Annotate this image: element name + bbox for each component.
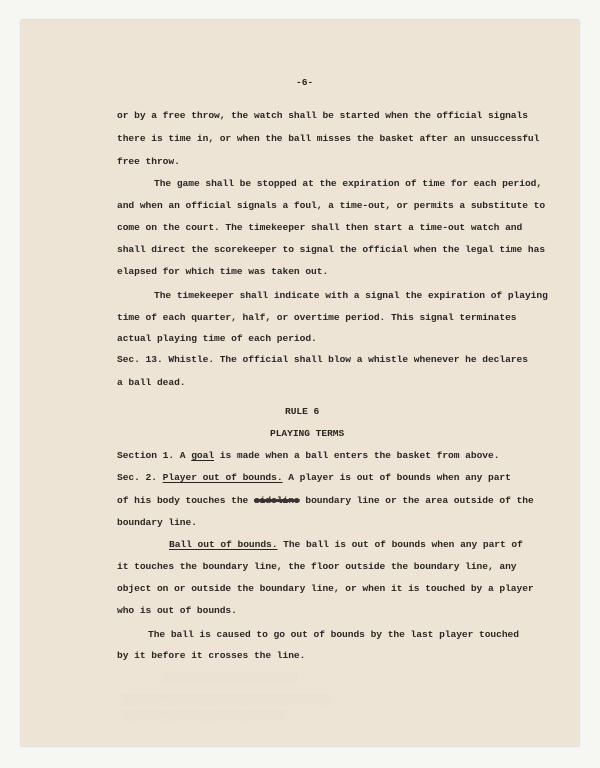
text-line: and when an official signals a foul, a time-out, or permits a substitute to	[117, 200, 546, 211]
show-through-smudge: ░░░░░░░░░░░░░░░░░░░░░░░░	[161, 672, 298, 683]
text-fragment: of his body touches the	[117, 495, 254, 506]
ball-out-rest: The ball is out of bounds when any part of	[277, 539, 523, 550]
section-2-line-2	[117, 495, 534, 507]
text-line: object on or outside the boundary line, or when it is touched by a player	[117, 583, 534, 594]
section-1-line	[117, 450, 499, 462]
rule-title: RULE 6	[285, 406, 320, 417]
text-line: boundary line.	[117, 517, 197, 528]
text-fragment: boundary line or the area outside of the	[299, 495, 534, 506]
ball-out-line	[169, 539, 523, 551]
text-line: time of each quarter, half, or overtime period. This signal terminates	[117, 312, 517, 323]
show-through-smudge: ░░░░░░░░░░░░░░░░░░░░░░░░░░░░░	[121, 710, 287, 721]
section-2-prefix: Sec. 2.	[117, 472, 163, 483]
struck-word: sideline	[253, 495, 300, 506]
page-number: -6-	[296, 77, 314, 88]
text-line: The ball is caused to go out of bounds by the last player touched	[148, 629, 519, 640]
text-line: come on the court. The timekeeper shall then start a time-out watch and	[117, 222, 523, 233]
text-line: The game shall be stopped at the expiration of time for each period,	[154, 178, 543, 189]
show-through-smudge: ░░░░░░░░░░░░░░░░░░░░░░░░░░░░░░░░░░░░░	[121, 694, 333, 705]
paper-sheet	[21, 20, 579, 746]
text-line: actual playing time of each period.	[117, 333, 317, 344]
text-line: elapsed for which time was taken out.	[117, 266, 329, 277]
text-line: it touches the boundary line, the floor outside the boundary line, any	[117, 561, 517, 572]
typed-document	[21, 20, 579, 746]
text-line: by it before it crosses the line.	[117, 650, 306, 661]
section-2-line	[117, 472, 511, 484]
text-line: Sec. 13. Whistle. The official shall blow a whistle whenever he declares	[117, 354, 528, 365]
text-line: there is time in, or when the ball misses the basket after an unsuccessful	[117, 133, 540, 144]
text-line: who is out of bounds.	[117, 605, 237, 616]
text-line: The timekeeper shall indicate with a signal the expiration of playing	[154, 290, 548, 301]
text-line: or by a free throw, the watch shall be started when the official signals	[117, 110, 528, 121]
section-1-prefix: Section 1. A	[117, 450, 192, 461]
rule-subtitle: PLAYING TERMS	[270, 428, 345, 439]
term-ball-out-of-bounds: Ball out of bounds.	[169, 539, 278, 550]
section-2-rest: A player is out of bounds when any part	[282, 472, 511, 483]
section-1-rest: is made when a ball enters the basket from above.	[214, 450, 500, 461]
term-goal: goal	[191, 450, 215, 461]
text-line: a ball dead.	[117, 377, 186, 388]
text-line: shall direct the scorekeeper to signal the official when the legal time has	[117, 244, 546, 255]
term-player-out-of-bounds: Player out of bounds.	[162, 472, 283, 483]
text-line: free throw.	[117, 156, 180, 167]
